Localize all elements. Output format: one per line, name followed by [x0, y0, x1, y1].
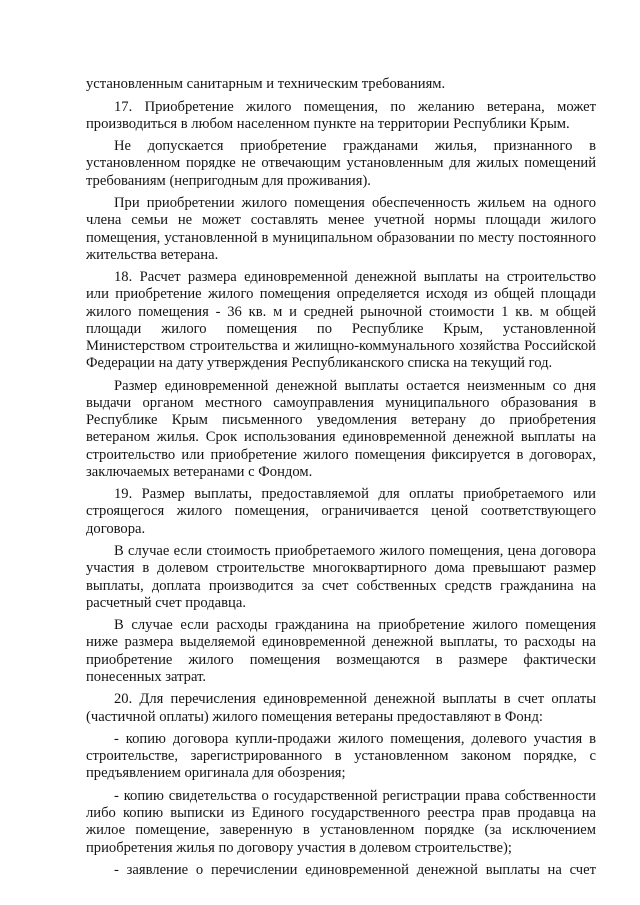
paragraph-item-19: 19. Размер выплаты, предоставляемой для оплаты приобретаемого или строящегося жилого помещения, ограничивается ценой соответствующего договора. — [86, 486, 596, 537]
paragraph-item-17: 17. Приобретение жилого помещения, по желанию ветерана, может производиться в любом населенном пункте на территории Республики Крым. — [86, 98, 596, 132]
paragraph-excess-cost: В случае если стоимость приобретаемого жилого помещения, цена договора участия в долевом строительстве многоквартирного дома превышают размер выплаты, доплата производится за счет собственных средств гражданина на расчетный счет продавца. — [86, 543, 596, 611]
paragraph-item-20: 20. Для перечисления единовременной денежной выплаты в счет оплаты (частичной оплаты) жилого помещения ветераны предоставляют в Фонд: — [86, 691, 596, 725]
list-item-contract-copy: - копию договора купли-продажи жилого помещения, долевого участия в строительстве, зарегистрированного в установленном законом порядке, с предъявлением оригинала для обозрения; — [86, 731, 596, 782]
paragraph-continuation: установленным санитарным и техническим требованиям. — [86, 76, 446, 92]
paragraph-item-18: 18. Расчет размера единовременной денежной выплаты на строительство или приобретение жилого помещения определяется исходя из общей площади жилого помещения - 36 кв. м и средней рыночной стоимости 1 кв. м общей площади жилого помещения по Республике Крым, установленной Министерством строительства и жилищно-коммунального хозяйства Российской Федерации на дату утверждения Республиканского списка на текущий год. — [86, 269, 596, 372]
paragraph-lower-cost: В случае если расходы гражданина на приобретение жилого помещения ниже размера выделяемой единовременной денежной выплаты, то расходы на приобретение жилого помещения возмещаются в размере фактически понесенных затрат. — [86, 617, 596, 685]
document-body — [86, 76, 596, 879]
list-item-certificate-copy: - копию свидетельства о государственной регистрации права собственности либо копию выписки из Единого государственного реестра прав продавца на жилое помещение, заверенную в установленном порядке (за исключением приобретения жилья по договору участия в долевом строительстве); — [86, 787, 596, 856]
list-item-transfer-application: - заявление о перечислении единовременной денежной выплаты на счет — [114, 862, 596, 879]
paragraph-payment-unchanged: Размер единовременной денежной выплаты остается неизменным со дня выдачи органом местного самоуправления муниципального образования в Республике Крым письменного уведомления ветерану до приобретения ветераном жилья. Срок использования единовременной денежной выплаты на строительство или приобретение жилого помещения фиксируется в договорах, заключаемых ветеранами с Фондом. — [86, 377, 596, 480]
paragraph-unfit-housing: Не допускается приобретение гражданами жилья, признанного в установленном порядке не отвечающим установленным для жилых помещений требованиям (непригодным для проживания). — [86, 138, 596, 189]
paragraph-housing-norm: При приобретении жилого помещения обеспеченность жильем на одного члена семьи не может составлять менее учетной нормы площади жилого помещения, установленной в муниципальном образовании по месту постоянного жительства ветерана. — [86, 195, 596, 263]
